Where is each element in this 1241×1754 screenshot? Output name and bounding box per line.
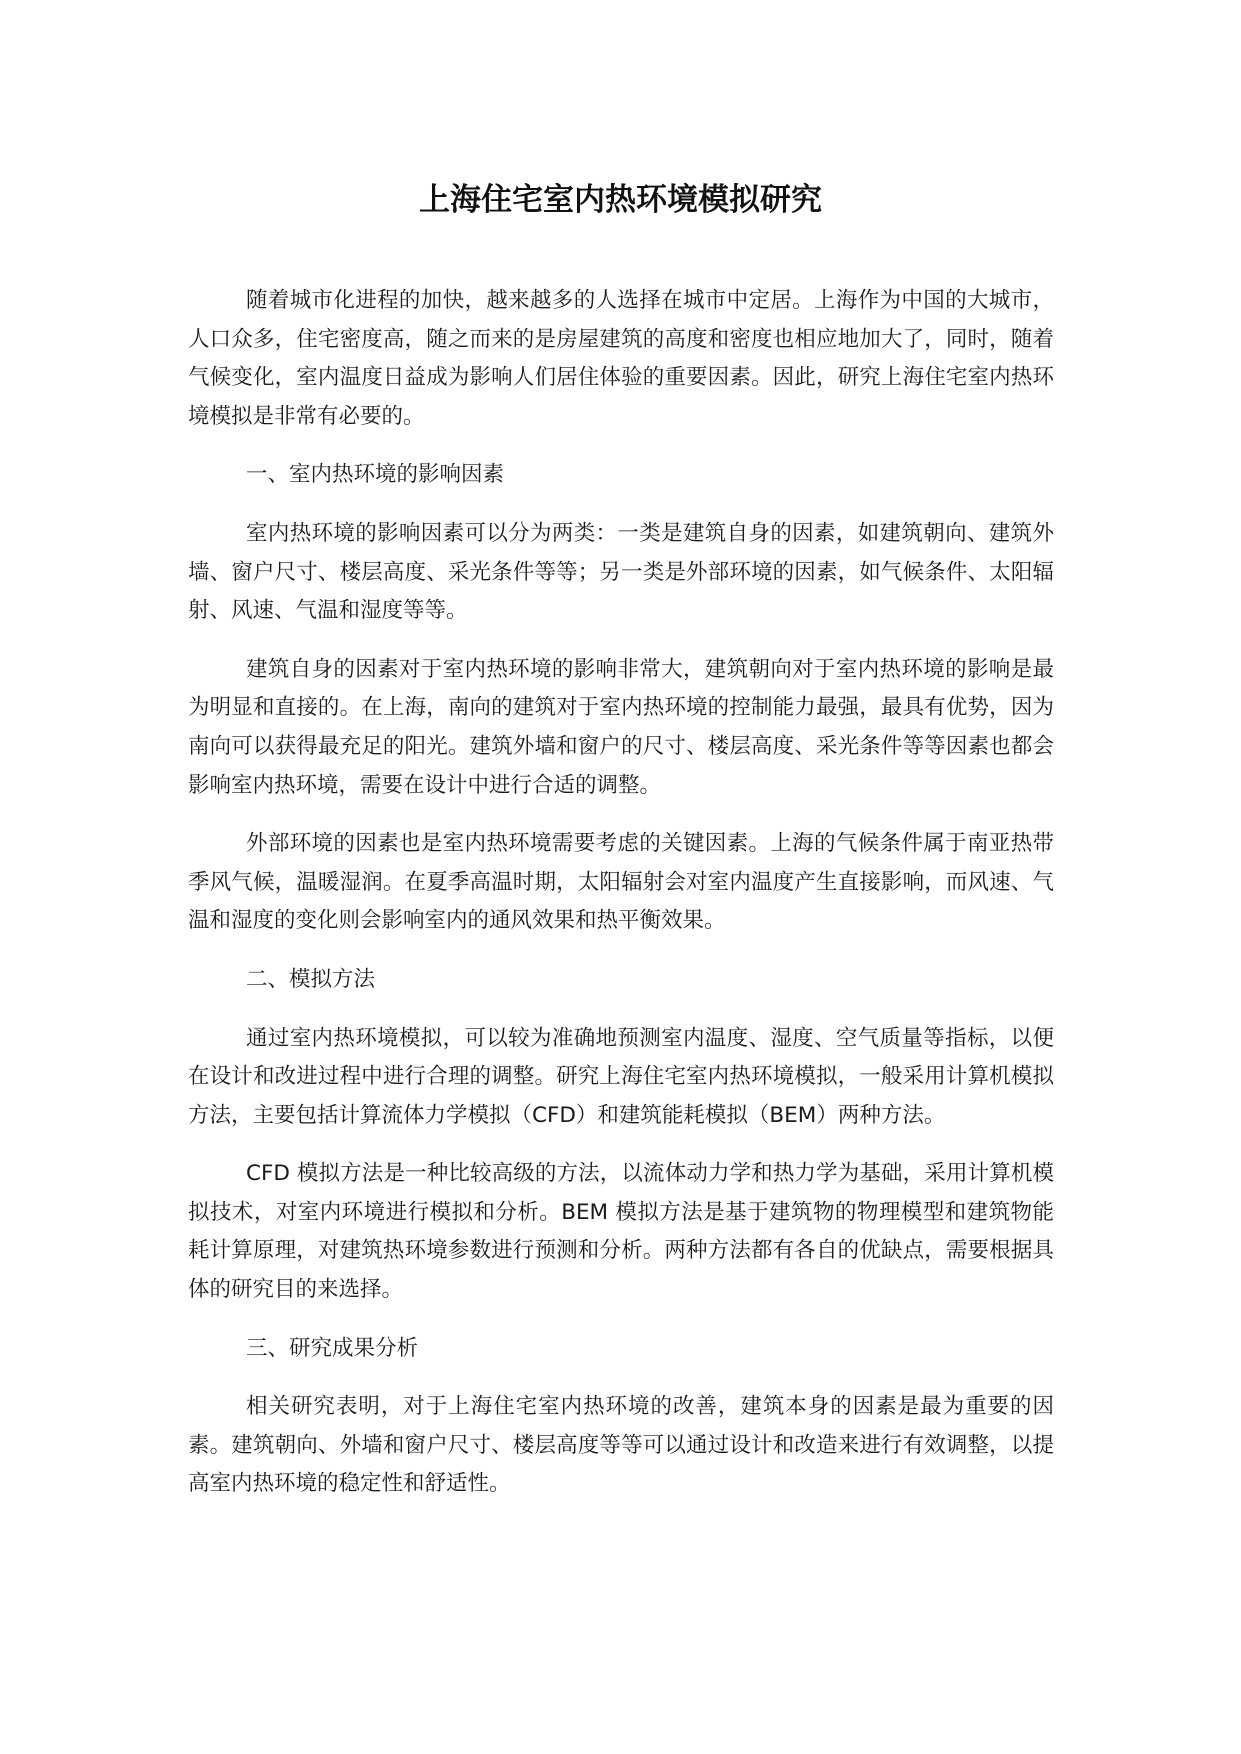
paragraph: 通过室内热环境模拟，可以较为准确地预测室内温度、湿度、空气质量等指标，以便在设计和改进过程中进行合理的调整。研究上海住宅室内热环境模拟，一般采用计算机模拟方法，主要包括计算流体力学模拟（CFD）和建筑能耗模拟（BEM）两种方法。	[188, 1025, 1054, 1128]
document-body	[188, 282, 1054, 1524]
section-heading-1: 一、室内热环境的影响因素	[246, 462, 505, 488]
section-heading-3: 三、研究成果分析	[246, 1335, 419, 1361]
paragraph-intro: 随着城市化进程的加快，越来越多的人选择在城市中定居。上海作为中国的大城市，人口众多，住宅密度高，随之而来的是房屋建筑的高度和密度也相应地加大了，同时，随着气候变化，室内温度日益成为影响人们居住体验的重要因素。因此，研究上海住宅室内热环境模拟是非常有必要的。	[188, 288, 1054, 429]
paragraph: 相关研究表明，对于上海住宅室内热环境的改善，建筑本身的因素是最为重要的因素。建筑朝向、外墙和窗户尺寸、楼层高度等等可以通过设计和改造来进行有效调整，以提高室内热环境的稳定性和舒适性。	[188, 1394, 1054, 1497]
document-title: 上海住宅室内热环境模拟研究	[419, 182, 822, 218]
paragraph: 建筑自身的因素对于室内热环境的影响非常大，建筑朝向对于室内热环境的影响是最为明显和直接的。在上海，南向的建筑对于室内热环境的控制能力最强，最具有优势，因为南向可以获得最充足的阳光。建筑外墙和窗户的尺寸、楼层高度、采光条件等等因素也都会影响室内热环境，需要在设计中进行合适的调整。	[188, 656, 1054, 798]
paragraph: 室内热环境的影响因素可以分为两类：一类是建筑自身的因素，如建筑朝向、建筑外墙、窗户尺寸、楼层高度、采光条件等等；另一类是外部环境的因素，如气候条件、太阳辐射、风速、气温和湿度等等。	[188, 520, 1054, 624]
paragraph: CFD 模拟方法是一种比较高级的方法，以流体动力学和热力学为基础，采用计算机模拟技术，对室内环境进行模拟和分析。BEM 模拟方法是基于建筑物的物理模型和建筑物能耗计算原理，对建筑热环境参数进行预测和分析。两种方法都有各自的优缺点，需要根据具体的研究目的来选择。	[188, 1161, 1054, 1303]
paragraph: 外部环境的因素也是室内热环境需要考虑的关键因素。上海的气候条件属于南亚热带季风气候，温暖湿润。在夏季高温时期，太阳辐射会对室内温度产生直接影响，而风速、气温和湿度的变化则会影响室内的通风效果和热平衡效果。	[188, 831, 1054, 934]
section-heading-2: 二、模拟方法	[246, 966, 376, 992]
